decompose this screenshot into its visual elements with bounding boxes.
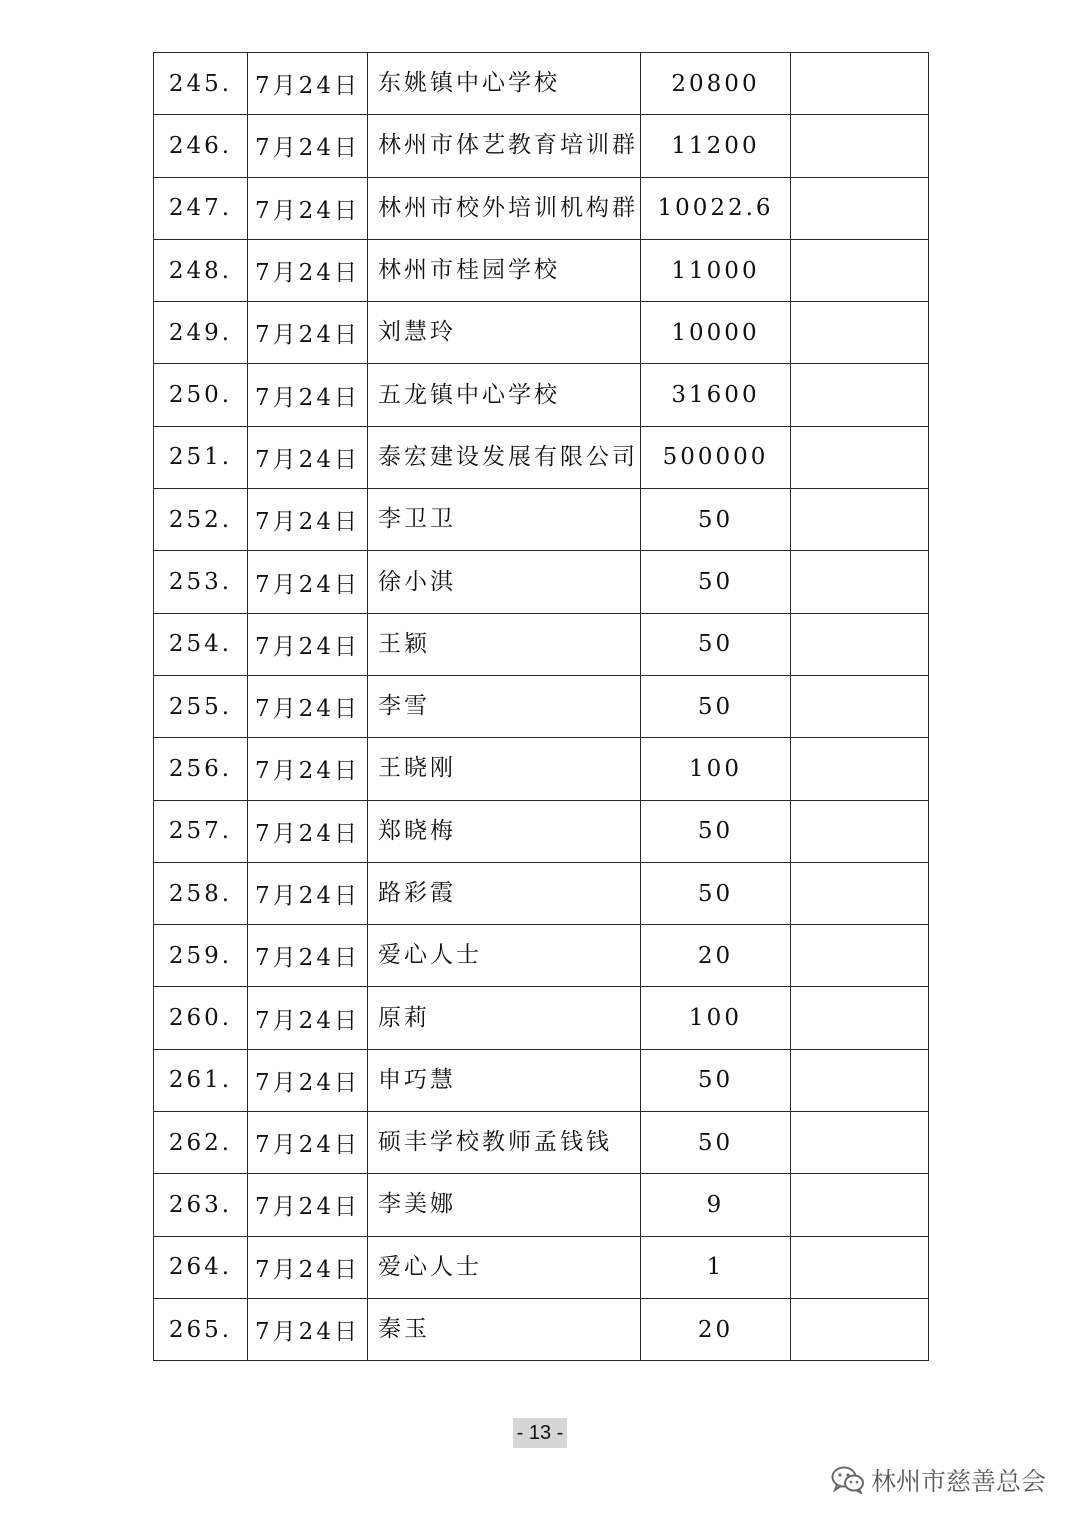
note-cell <box>791 1298 929 1360</box>
note-cell <box>791 1112 929 1174</box>
amount-cell: 10000 <box>641 302 791 364</box>
table-row <box>154 613 929 675</box>
date-cell: 7月24日 <box>248 1174 368 1236</box>
note-cell <box>791 53 929 115</box>
donor-name-cell: 林州市体艺教育培训群 <box>368 115 641 177</box>
note-cell <box>791 800 929 862</box>
amount-cell: 50 <box>641 1112 791 1174</box>
donor-name-cell: 原莉 <box>368 987 641 1049</box>
note-cell <box>791 364 929 426</box>
donor-name-cell: 硕丰学校教师孟钱钱 <box>368 1112 641 1174</box>
amount-cell: 9 <box>641 1174 791 1236</box>
date-cell: 7月24日 <box>248 675 368 737</box>
donation-table <box>153 52 929 1361</box>
row-number-cell: 259. <box>154 925 248 987</box>
date-cell: 7月24日 <box>248 1112 368 1174</box>
row-number-cell: 258. <box>154 862 248 924</box>
donor-name-cell: 李卫卫 <box>368 489 641 551</box>
date-cell: 7月24日 <box>248 1236 368 1298</box>
donor-name-cell: 爱心人士 <box>368 925 641 987</box>
table-row <box>154 426 929 488</box>
row-number-cell: 265. <box>154 1298 248 1360</box>
wechat-icon <box>831 1466 865 1494</box>
date-cell: 7月24日 <box>248 302 368 364</box>
note-cell <box>791 738 929 800</box>
amount-cell: 100 <box>641 738 791 800</box>
date-cell: 7月24日 <box>248 800 368 862</box>
date-cell: 7月24日 <box>248 115 368 177</box>
table-row <box>154 53 929 115</box>
row-number-cell: 254. <box>154 613 248 675</box>
donor-name-cell: 东姚镇中心学校 <box>368 53 641 115</box>
table-row <box>154 987 929 1049</box>
table-row <box>154 302 929 364</box>
row-number-cell: 245. <box>154 53 248 115</box>
table-row <box>154 862 929 924</box>
note-cell <box>791 862 929 924</box>
date-cell: 7月24日 <box>248 1298 368 1360</box>
date-cell: 7月24日 <box>248 738 368 800</box>
donor-name-cell: 秦玉 <box>368 1298 641 1360</box>
note-cell <box>791 177 929 239</box>
table-row <box>154 800 929 862</box>
row-number-cell: 260. <box>154 987 248 1049</box>
amount-cell: 50 <box>641 675 791 737</box>
table-row <box>154 489 929 551</box>
amount-cell: 50 <box>641 551 791 613</box>
date-cell: 7月24日 <box>248 862 368 924</box>
amount-cell: 100 <box>641 987 791 1049</box>
donor-name-cell: 郑晓梅 <box>368 800 641 862</box>
amount-cell: 20 <box>641 1298 791 1360</box>
amount-cell: 11000 <box>641 239 791 301</box>
note-cell <box>791 987 929 1049</box>
table-row <box>154 1112 929 1174</box>
amount-cell: 1 <box>641 1236 791 1298</box>
date-cell: 7月24日 <box>248 177 368 239</box>
donor-name-cell: 林州市桂园学校 <box>368 239 641 301</box>
donor-name-cell: 徐小淇 <box>368 551 641 613</box>
row-number-cell: 253. <box>154 551 248 613</box>
row-number-cell: 250. <box>154 364 248 426</box>
row-number-cell: 246. <box>154 115 248 177</box>
donor-name-cell: 刘慧玲 <box>368 302 641 364</box>
note-cell <box>791 551 929 613</box>
date-cell: 7月24日 <box>248 925 368 987</box>
donor-name-cell: 路彩霞 <box>368 862 641 924</box>
amount-cell: 11200 <box>641 115 791 177</box>
row-number-cell: 249. <box>154 302 248 364</box>
table-row <box>154 675 929 737</box>
amount-cell: 50 <box>641 489 791 551</box>
donor-name-cell: 王颖 <box>368 613 641 675</box>
table-row <box>154 1236 929 1298</box>
amount-cell: 50 <box>641 862 791 924</box>
date-cell: 7月24日 <box>248 613 368 675</box>
amount-cell: 20 <box>641 925 791 987</box>
table-body <box>154 53 929 1361</box>
table-row <box>154 738 929 800</box>
table-row <box>154 1174 929 1236</box>
row-number-cell: 248. <box>154 239 248 301</box>
date-cell: 7月24日 <box>248 551 368 613</box>
table-row <box>154 177 929 239</box>
amount-cell: 50 <box>641 1049 791 1111</box>
table-row <box>154 1049 929 1111</box>
date-cell: 7月24日 <box>248 1049 368 1111</box>
note-cell <box>791 302 929 364</box>
table-row <box>154 1298 929 1360</box>
date-cell: 7月24日 <box>248 489 368 551</box>
donor-name-cell: 申巧慧 <box>368 1049 641 1111</box>
amount-cell: 50 <box>641 800 791 862</box>
row-number-cell: 263. <box>154 1174 248 1236</box>
watermark <box>831 1462 1046 1498</box>
donor-name-cell: 李雪 <box>368 675 641 737</box>
date-cell: 7月24日 <box>248 364 368 426</box>
page-number: - 13 - <box>513 1418 567 1448</box>
table-row <box>154 551 929 613</box>
donor-name-cell: 五龙镇中心学校 <box>368 364 641 426</box>
note-cell <box>791 1236 929 1298</box>
note-cell <box>791 426 929 488</box>
table-row <box>154 364 929 426</box>
note-cell <box>791 239 929 301</box>
note-cell <box>791 1174 929 1236</box>
note-cell <box>791 115 929 177</box>
amount-cell: 50 <box>641 613 791 675</box>
table-row <box>154 115 929 177</box>
amount-cell: 20800 <box>641 53 791 115</box>
row-number-cell: 251. <box>154 426 248 488</box>
row-number-cell: 257. <box>154 800 248 862</box>
note-cell <box>791 675 929 737</box>
row-number-cell: 255. <box>154 675 248 737</box>
table-row <box>154 239 929 301</box>
table-row <box>154 925 929 987</box>
date-cell: 7月24日 <box>248 987 368 1049</box>
row-number-cell: 247. <box>154 177 248 239</box>
date-cell: 7月24日 <box>248 53 368 115</box>
amount-cell: 500000 <box>641 426 791 488</box>
date-cell: 7月24日 <box>248 239 368 301</box>
donor-name-cell: 爱心人士 <box>368 1236 641 1298</box>
donor-name-cell: 王晓刚 <box>368 738 641 800</box>
row-number-cell: 264. <box>154 1236 248 1298</box>
watermark-text: 林州市慈善总会 <box>870 1467 1046 1496</box>
amount-cell: 31600 <box>641 364 791 426</box>
donor-name-cell: 林州市校外培训机构群 <box>368 177 641 239</box>
row-number-cell: 252. <box>154 489 248 551</box>
donor-name-cell: 泰宏建设发展有限公司 <box>368 426 641 488</box>
note-cell <box>791 613 929 675</box>
row-number-cell: 256. <box>154 738 248 800</box>
row-number-cell: 261. <box>154 1049 248 1111</box>
note-cell <box>791 1049 929 1111</box>
date-cell: 7月24日 <box>248 426 368 488</box>
row-number-cell: 262. <box>154 1112 248 1174</box>
donor-name-cell: 李美娜 <box>368 1174 641 1236</box>
note-cell <box>791 489 929 551</box>
note-cell <box>791 925 929 987</box>
amount-cell: 10022.6 <box>641 177 791 239</box>
